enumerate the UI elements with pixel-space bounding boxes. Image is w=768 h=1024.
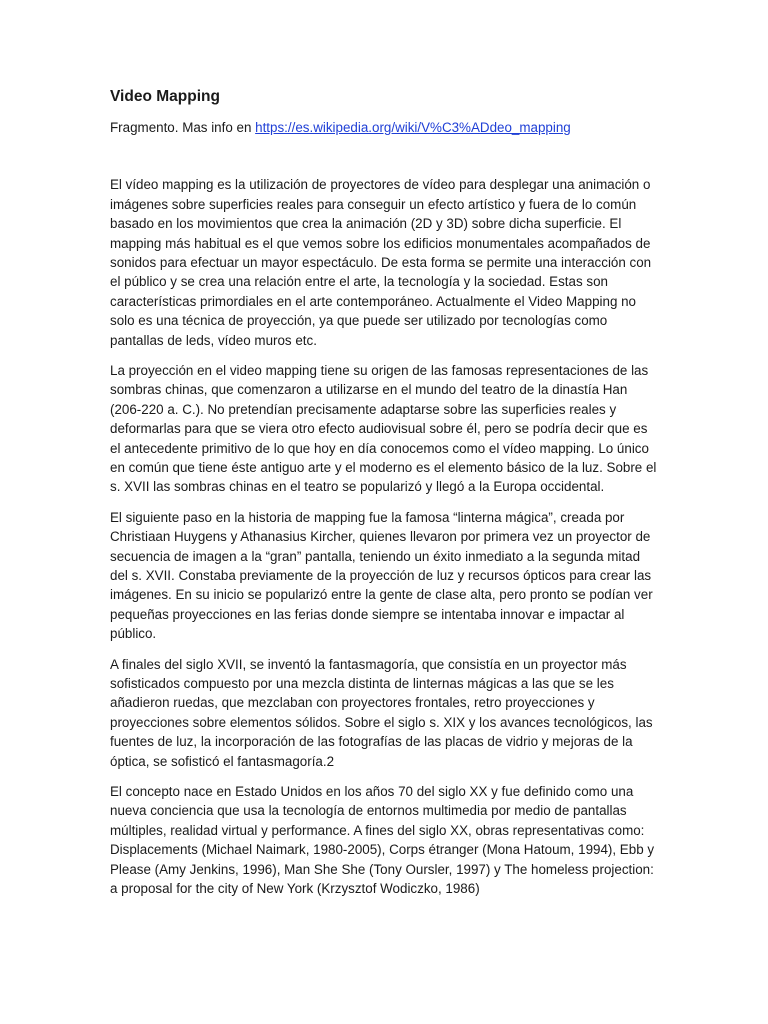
paragraph-magic-lantern: El siguiente paso en la historia de mapping fue la famosa “linterna mágica”, creada por Christiaan Huygens y Athanasius Kircher, quienes llevaron por primera vez un proyector de secuencia de imagen a la “gran” pantalla, teniendo un éxito inmediato a la segunda mitad del s. XVII. Constaba previamente de la proyección de luz y recursos ópticos para crear las imágenes. En su inicio se popularizó entre la gente de clase alta, pero pronto se podían ver pequeñas proyecciones en las ferias donde siempre se intentaba innovar e impactar al público. [110, 509, 653, 642]
source-note [110, 118, 658, 137]
paragraph-origins: La proyección en el video mapping tiene su origen de las famosas representaciones de las sombras chinas, que comenzaron a utilizarse en el mundo del teatro de la dinastía Han (206-220 a. C.). No pretendían precisamente adaptarse sobre las superficies reales y deformarlas para que se viera otro efecto audiovisual sobre él, pero se podría decir que es el antecedente primitivo de lo que hoy en día conocemos como el vídeo mapping. Lo único en común que tiene éste antiguo arte y el moderno es el elemento básico de la luz. Sobre el s. XVII las sombras chinas en el teatro se popularizó y llegó a la Europa occidental. [110, 362, 657, 495]
document-title: Video Mapping [110, 88, 220, 105]
source-note-prefix: Fragmento. Mas info en [110, 120, 256, 135]
paragraph-concept: El concepto nace en Estado Unidos en los años 70 del siglo XX y fue definido como una nueva conciencia que usa la tecnología de entornos multimedia por medio de pantallas múltiples, realidad virtual y performance. A fines del siglo XX, obras representativas como: Displacements (Michael Naimark, 1980-2005), Corps étranger (Mona Hatoum, 1994), Ebb y Please (Amy Jenkins, 1996), Man She She (Tony Oursler, 1997) y The homeless projection: a proposal for the city of New York (Krzysztof Wodiczko, 1986) [110, 784, 655, 897]
paragraph-phantasmagoria: A finales del siglo XVII, se inventó la fantasmagoría, que consistía en un proyector más sofisticados compuesto por una mezcla distinta de linternas mágicas a las que se les añadieron ruedas, que mezclaban con proyectores frontales, retro proyecciones y proyecciones sobre elementos sólidos. Sobre el siglo s. XIX y los avances tecnológicos, las fuentes de luz, la incorporación de las fotografías de las placas de vidrio y mejoras de la óptica, se sofisticó el fantasmagoría.2 [110, 656, 653, 769]
paragraph-definition: El vídeo mapping es la utilización de proyectores de vídeo para desplegar una animación o imágenes sobre superficies reales para conseguir un efecto artístico y fuera de lo común basado en los movimientos que crea la animación (2D y 3D) sobre dicha superficie. El mapping más habitual es el que vemos sobre los edificios monumentales acompañados de sonidos para efectuar un mayor espectáculo. De esta forma se permite una interacción con el público y se crea una relación entre el arte, la tecnología y la sociedad. Estas son características primordiales en el arte contemporáneo. Actualmente el Video Mapping no solo es una técnica de proyección, ya que puede ser utilizado por tecnologías como pantallas de leds, vídeo muros etc. [110, 177, 652, 348]
document-body [110, 86, 658, 910]
wikipedia-link[interactable]: https://es.wikipedia.org/wiki/V%C3%ADdeo_mapping [255, 120, 571, 135]
